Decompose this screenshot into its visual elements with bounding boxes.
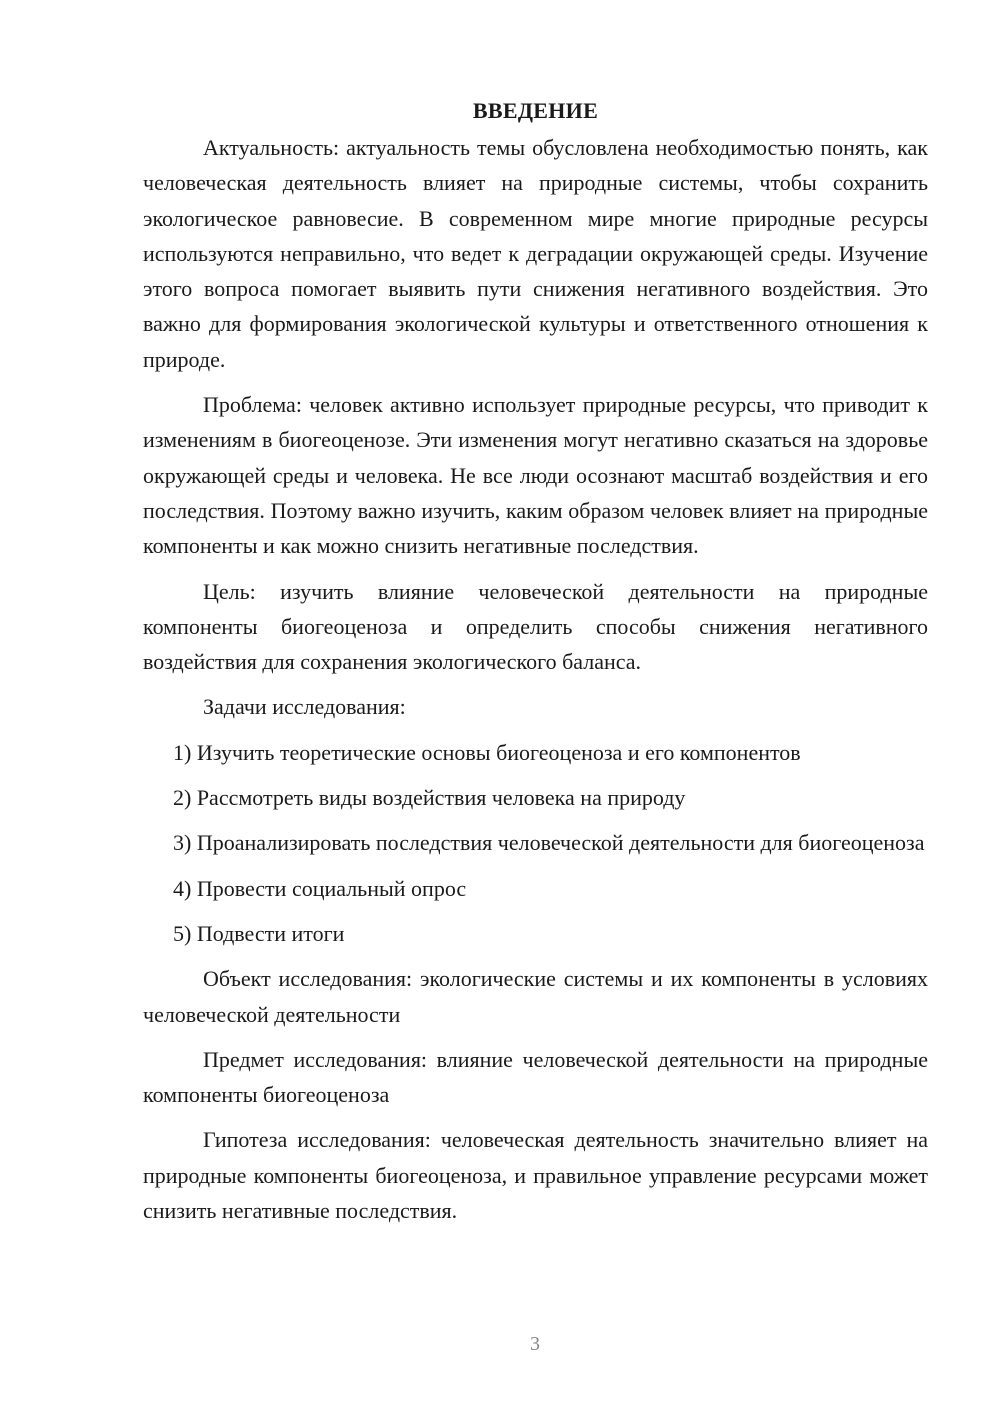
paragraph-subject: Предмет исследования: влияние человеческой деятельности на природные компоненты биогеоценоза <box>143 1046 928 1108</box>
paragraph-relevance: Актуальность: актуальность темы обусловлена необходимостью понять, как человеческая деятельность влияет на природные системы, чтобы сохранить экологическое равновесие. В современном мире многие природные ресурсы используются неправильно, что ведет к деградации окружающей среды. Изучение этого вопроса помогает выявить пути снижения негативного воздействия. Это важно для формирования экологической культуры и ответственного отношения к природе. <box>143 135 928 372</box>
task-item-2: 2) Рассмотреть виды воздействия человека на природу <box>173 785 686 811</box>
document-title: ВВЕДЕНИЕ <box>472 98 599 123</box>
task-item-4: 4) Провести социальный опрос <box>173 875 467 901</box>
paragraph-goal: Цель: изучить влияние человеческой деятельности на природные компоненты биогеоценоза и определить способы снижения негативного воздействия для сохранения экологического баланса. <box>143 578 928 675</box>
task-item-3: 3) Проанализировать последствия человеческой деятельности для биогеоценоза <box>173 830 925 856</box>
task-item-1: 1) Изучить теоретические основы биогеоценоза и его компонентов <box>173 739 801 765</box>
paragraph-problem: Проблема: человек активно использует природные ресурсы, что приводит к изменениям в биогеоценозе. Эти изменения могут негативно сказаться на здоровье окружающей среды и человека. Не все люди осознают масштаб воздействия и его последствия. Поэтому важно изучить, каким образом человек влияет на природные компоненты и как можно снизить негативные последствия. <box>143 392 928 559</box>
tasks-heading: Задачи исследования: <box>203 694 406 720</box>
page-number: 3 <box>530 1333 540 1355</box>
paragraph-object: Объект исследования: экологические системы и их компоненты в условиях человеческой деятельности <box>143 966 928 1027</box>
task-item-5: 5) Подвести итоги <box>173 920 345 946</box>
paragraph-hypothesis: Гипотеза исследования: человеческая деятельность значительно влияет на природные компоненты биогеоценоза, и правильное управление ресурсами может снизить негативные последствия. <box>143 1127 928 1224</box>
document-page <box>143 96 928 1238</box>
